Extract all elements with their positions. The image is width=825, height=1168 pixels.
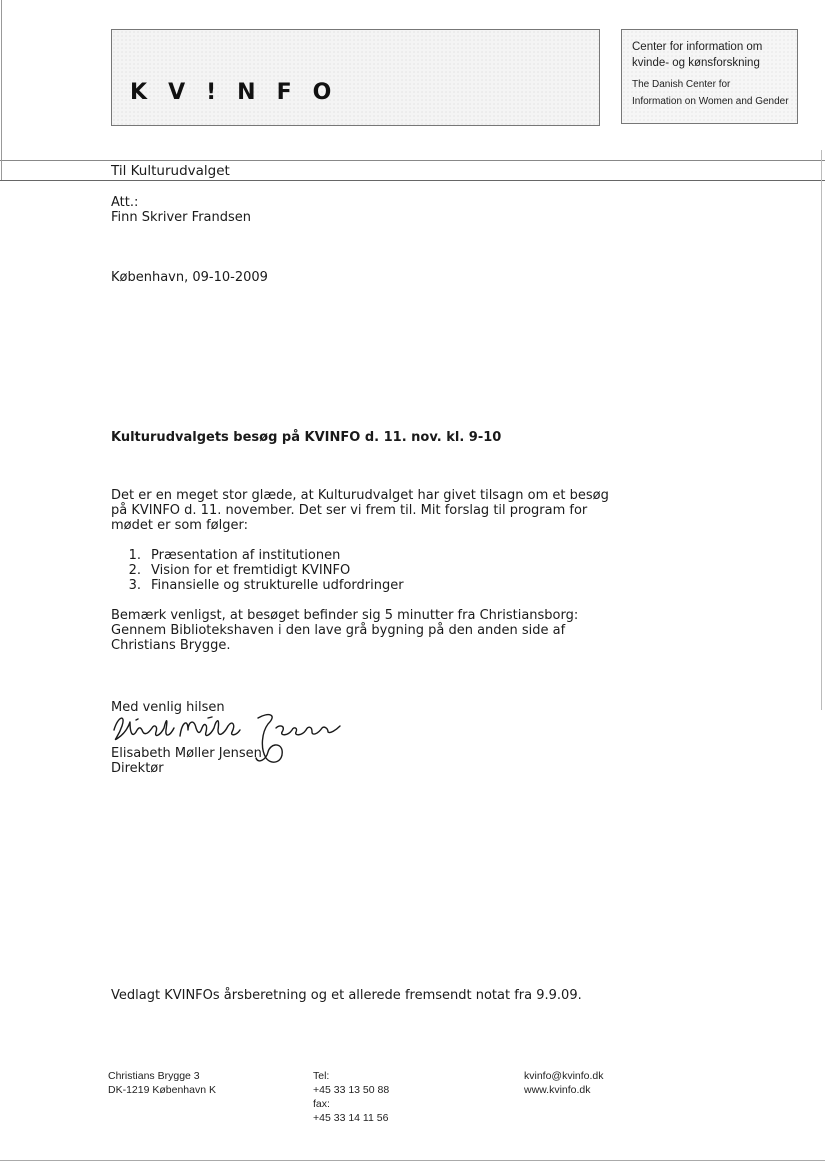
fold-mark-left	[1, 0, 2, 180]
list-item-number: 1.	[128, 548, 141, 563]
tel-label: Tel:	[313, 1070, 330, 1082]
bottom-edge-line	[0, 1160, 825, 1161]
list-item	[111, 548, 404, 563]
recipient: Til Kulturudvalget	[111, 163, 230, 179]
list-item	[111, 578, 404, 593]
note-line: Christians Brygge.	[111, 638, 231, 653]
signer-title: Direktør	[111, 761, 164, 776]
body-line: på KVINFO d. 11. november. Det ser vi frem til. Mit forslag til program for	[111, 503, 588, 518]
list-item-text: Vision for et fremtidigt KVINFO	[151, 563, 351, 578]
note-line: Bemærk venligst, at besøget befinder sig 5 minutter fra Christiansborg:	[111, 608, 579, 623]
info-line-danish-1: Center for information om	[632, 41, 763, 53]
phone-line	[313, 1069, 389, 1097]
directions-paragraph	[111, 608, 578, 653]
kvinfo-logo	[130, 82, 352, 104]
address-line: Christians Brygge 3	[108, 1070, 200, 1082]
footer-website: www.kvinfo.dk	[524, 1084, 591, 1096]
fax-value: +45 33 14 11 56	[313, 1112, 389, 1124]
address-line: DK-1219 København K	[108, 1084, 216, 1096]
logo-letter: F	[276, 80, 313, 105]
closing-greeting: Med venlig hilsen	[111, 700, 225, 715]
recipient-underline	[0, 180, 825, 181]
info-line-english-1: The Danish Center for	[632, 79, 731, 90]
logo-letter: O	[312, 80, 353, 105]
list-item-text: Præsentation af institutionen	[151, 548, 341, 563]
info-line-danish-2: kvinde- og kønsforskning	[632, 57, 760, 69]
letter-date: København, 09-10-2009	[111, 270, 268, 285]
list-item-number: 2.	[128, 563, 141, 578]
body-line: mødet er som følger:	[111, 518, 248, 533]
logo-letter: N	[237, 80, 277, 105]
footer-email: kvinfo@kvinfo.dk	[524, 1070, 604, 1082]
body-paragraph	[111, 488, 609, 533]
footer-phone	[313, 1069, 389, 1125]
letter-subject: Kulturudvalgets besøg på KVINFO d. 11. nov. kl. 9-10	[111, 430, 502, 445]
enclosure-note: Vedlagt KVINFOs årsberetning og et allerede fremsendt notat fra 9.9.09.	[111, 988, 582, 1003]
att-label: Att.:	[111, 195, 139, 210]
institution-info-box	[621, 29, 798, 124]
program-list	[111, 548, 404, 593]
att-name: Finn Skriver Frandsen	[111, 210, 252, 225]
attention-block	[111, 195, 251, 225]
footer-contact	[524, 1069, 604, 1097]
logo-letter: !	[206, 80, 238, 105]
note-line: Gennem Bibliotekshaven i den lave grå bygning på den anden side af	[111, 623, 566, 638]
logo-letter: V	[168, 80, 207, 105]
body-line: Det er en meget stor glæde, at Kulturudvalget har givet tilsagn om et besøg	[111, 488, 609, 503]
logo-letter: K	[130, 80, 169, 105]
info-line-english-2: Information on Women and Gender	[632, 96, 789, 107]
list-item-text: Finansielle og strukturelle udfordringer	[151, 578, 404, 593]
signer-name: Elisabeth Møller Jensen	[111, 746, 262, 761]
fax-label: fax:	[313, 1098, 330, 1110]
signer-block	[111, 746, 262, 776]
fold-mark-right	[821, 150, 822, 710]
list-item-number: 3.	[128, 578, 141, 593]
header-divider	[0, 160, 825, 161]
fax-line	[313, 1097, 389, 1125]
footer-address	[108, 1069, 216, 1097]
tel-value: +45 33 13 50 88	[313, 1084, 390, 1096]
logo-box	[111, 29, 600, 126]
list-item	[111, 563, 404, 578]
